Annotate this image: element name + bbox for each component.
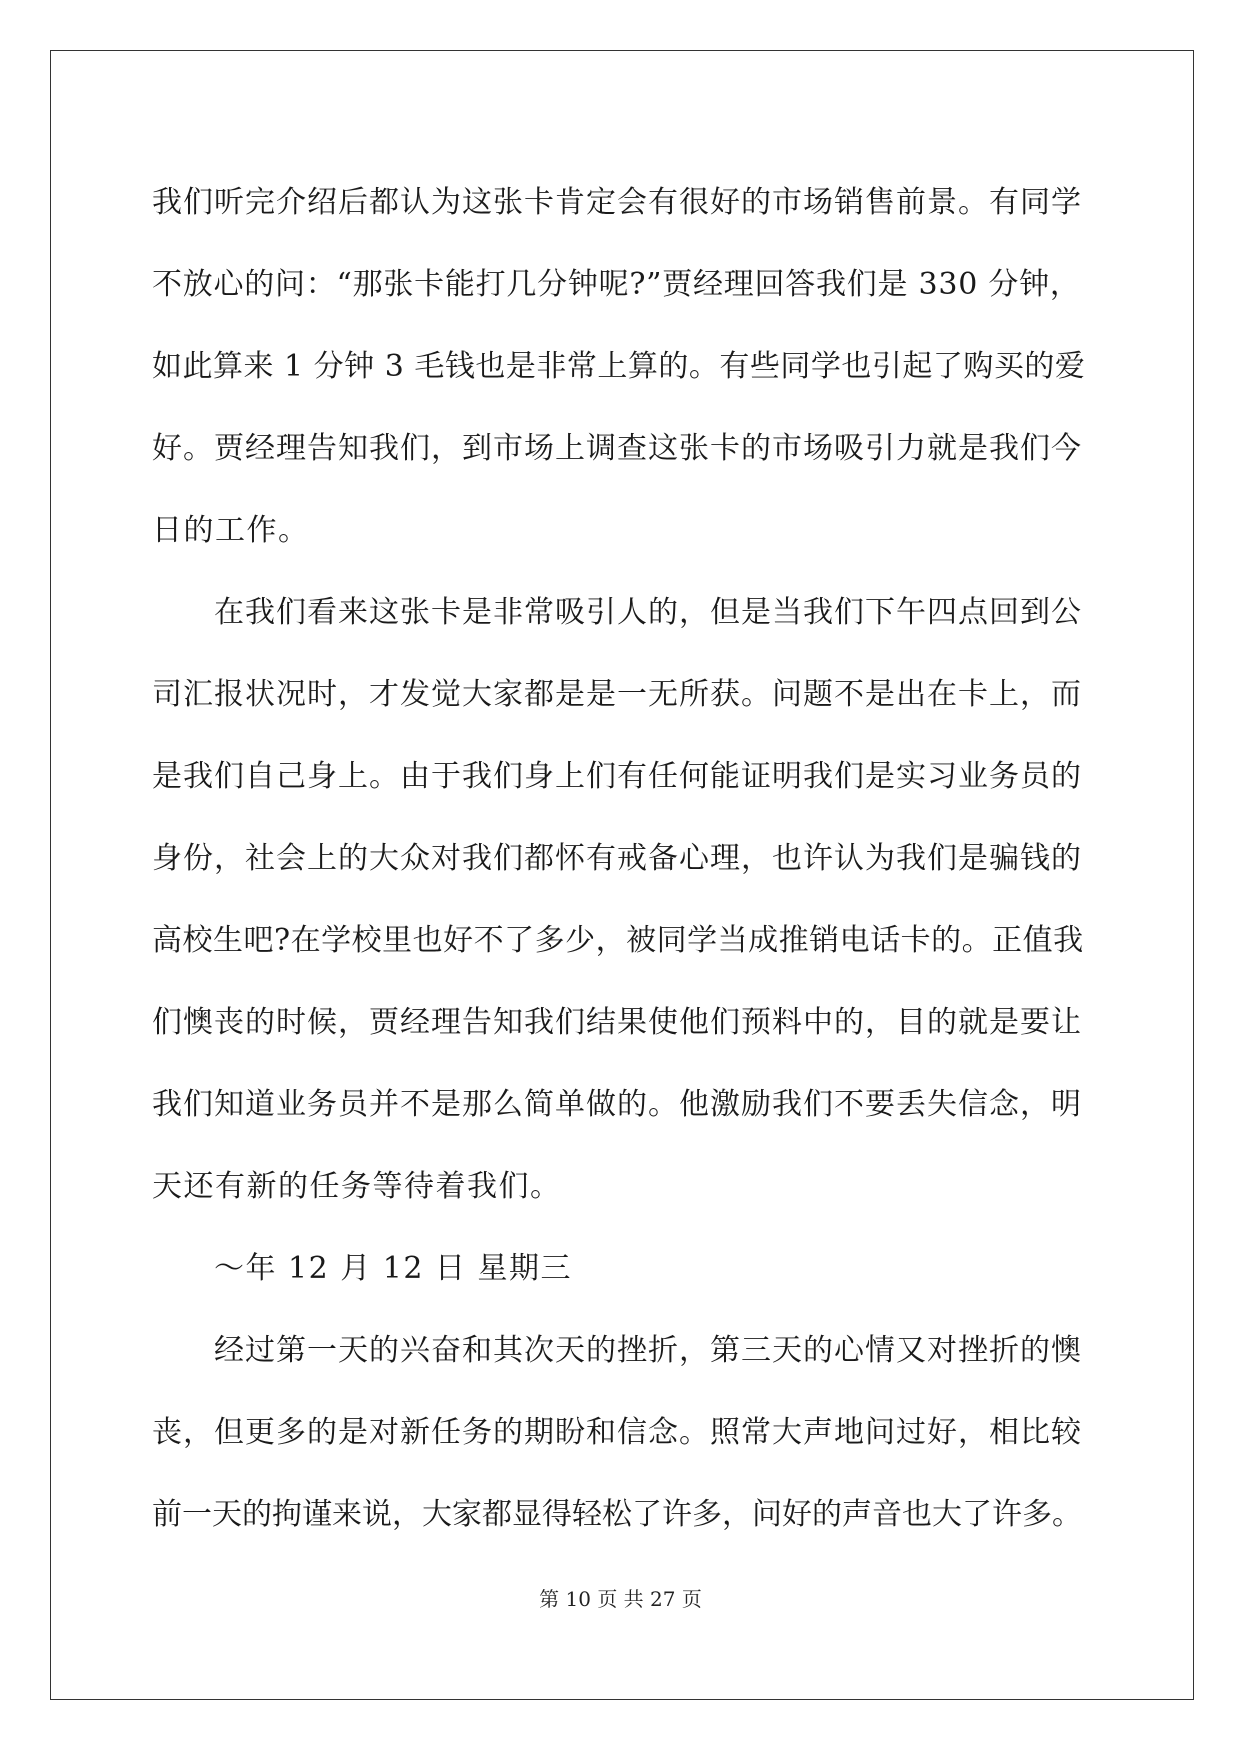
text-line: 前一天的拘谨来说，大家都显得轻松了许多，问好的声音也大了许多。 bbox=[152, 1497, 1082, 1532]
text-line: 经过第一天的兴奋和其次天的挫折，第三天的心情又对挫折的懊 bbox=[214, 1333, 1082, 1368]
text-line: 高校生吧?在学校里也好不了多少，被同学当成推销电话卡的。正值我 bbox=[152, 923, 1084, 958]
text-line: 天还有新的任务等待着我们。 bbox=[152, 1169, 562, 1204]
text-line: 是我们自己身上。由于我们身上们有任何能证明我们是实习业务员的 bbox=[152, 759, 1082, 794]
text-line: 身份，社会上的大众对我们都怀有戒备心理，也许认为我们是骗钱的 bbox=[152, 841, 1082, 876]
text-line: 丧，但更多的是对新任务的期盼和信念。照常大声地问过好，相比较 bbox=[152, 1415, 1082, 1450]
document-body bbox=[152, 162, 1088, 1556]
text-line: 不放心的问：“那张卡能打几分钟呢?”贾经理回答我们是 330 分钟， bbox=[152, 267, 1081, 302]
text-line: 日的工作。 bbox=[152, 513, 310, 548]
text-line: 在我们看来这张卡是非常吸引人的，但是当我们下午四点回到公 bbox=[214, 595, 1082, 630]
text-line: 如此算来 1 分钟 3 毛钱也是非常上算的。有些同学也引起了购买的爱 bbox=[152, 349, 1086, 384]
text-line: 我们听完介绍后都认为这张卡肯定会有很好的市场销售前景。有同学 bbox=[152, 185, 1082, 220]
text-line: 我们知道业务员并不是那么简单做的。他激励我们不要丢失信念，明 bbox=[152, 1087, 1082, 1122]
page-number-footer: 第 10 页 共 27 页 bbox=[539, 1587, 702, 1611]
text-line: 们懊丧的时候，贾经理告知我们结果使他们预料中的，目的就是要让 bbox=[152, 1005, 1082, 1040]
text-line: 好。贾经理告知我们，到市场上调查这张卡的市场吸引力就是我们今 bbox=[152, 431, 1082, 466]
date-heading: ～年 12 月 12 日 星期三 bbox=[214, 1251, 573, 1286]
text-line: 司汇报状况时，才发觉大家都是是一无所获。问题不是出在卡上，而 bbox=[152, 677, 1082, 712]
